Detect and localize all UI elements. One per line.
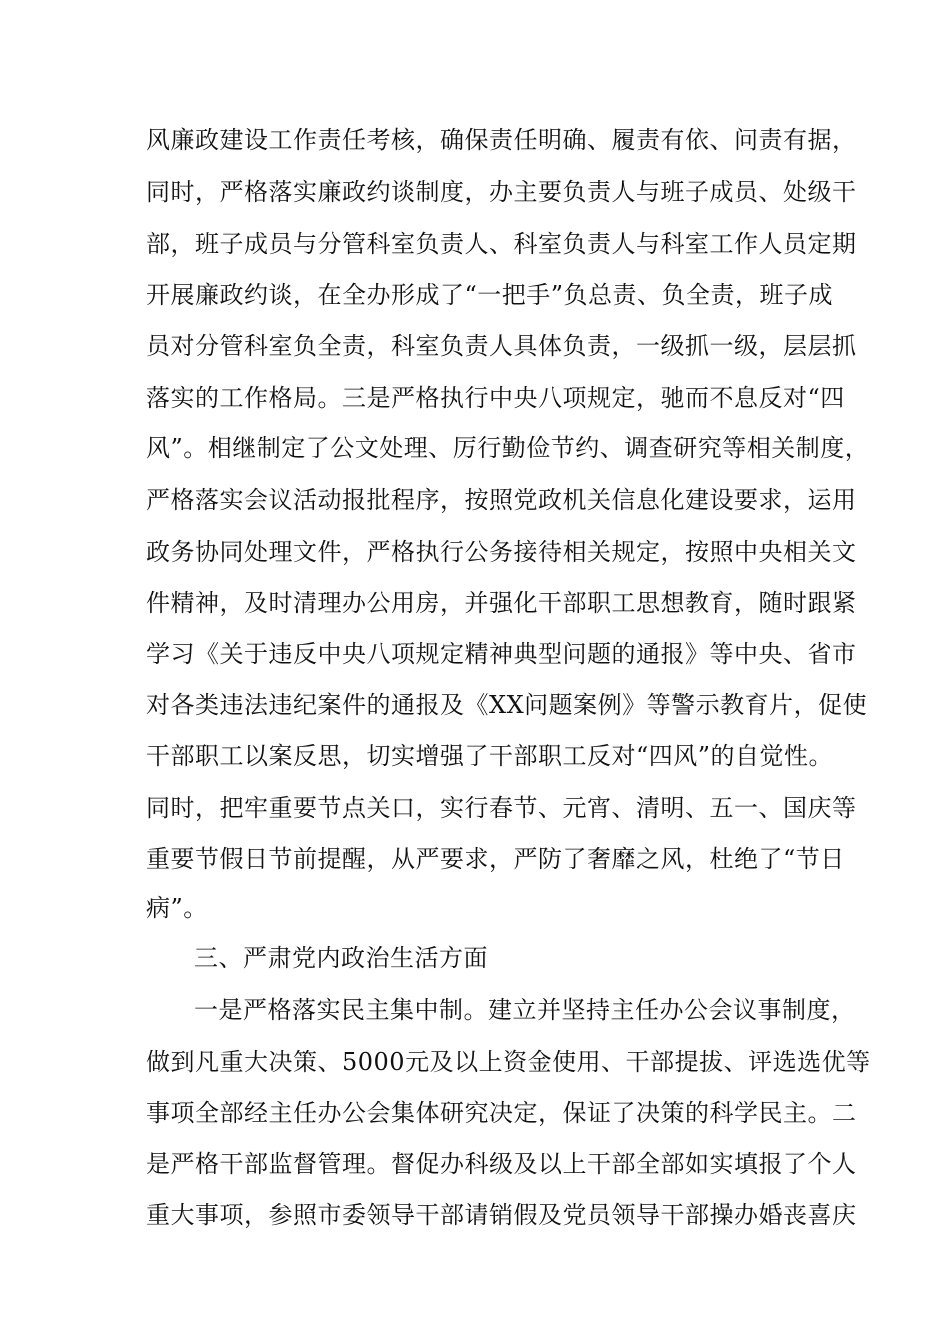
text-line-10: 件精神，及时清理办公用房，并强化干部职工思想教育，随时跟紧: [146, 589, 857, 617]
text-line-11: 学习《关于违反中央八项规定精神典型问题的通报》等中央、省市: [146, 640, 857, 668]
text-line-9: 政务协同处理文件，严格执行公务接待相关规定，按照中央相关文: [146, 538, 857, 566]
text-line-13: 干部职工以案反思，切实增强了干部职工反对“四风”的自觉性。: [146, 742, 834, 770]
section-heading: 三、严肃党内政治生活方面: [194, 944, 488, 972]
text-line-4: 开展廉政约谈，在全办形成了“一把手”负总责、负全责，班子成: [146, 281, 834, 309]
text-line-16: 病”。: [146, 894, 208, 922]
text-line-7: 风”。相继制定了公文处理、厉行勤俭节约、调查研究等相关制度，: [146, 434, 870, 462]
text-line-22: 重大事项，参照市委领导干部请销假及党员领导干部操办婚丧喜庆: [146, 1201, 857, 1229]
text-line-18: 一是严格落实民主集中制。建立并坚持主任办公会议事制度，: [194, 996, 856, 1024]
text-line-6: 落实的工作格局。三是严格执行中央八项规定，驰而不息反对“四: [146, 384, 845, 412]
text-line-14: 同时，把牢重要节点关口，实行春节、元宵、清明、五一、国庆等: [146, 794, 857, 822]
text-line-19: 做到凡重大决策、5000元及以上资金使用、干部提拔、评选选优等: [146, 1048, 871, 1076]
text-line-21: 是严格干部监督管理。督促办科级及以上干部全部如实填报了个人: [146, 1150, 857, 1178]
text-line-5: 员对分管科室负全责，科室负责人具体负责，一级抓一级，层层抓: [146, 332, 857, 360]
text-line-12: 对各类违法违纪案件的通报及《XX问题案例》等警示教育片，促使: [146, 691, 868, 719]
text-line-20: 事项全部经主任办公会集体研究决定，保证了决策的科学民主。二: [146, 1099, 857, 1127]
text-line-8: 严格落实会议活动报批程序，按照党政机关信息化建设要求，运用: [146, 486, 857, 514]
text-line-3: 部，班子成员与分管科室负责人、科室负责人与科室工作人员定期: [146, 230, 857, 258]
text-line-1: 风廉政建设工作责任考核，确保责任明确、履责有依、问责有据，: [146, 126, 857, 154]
text-line-15: 重要节假日节前提醒，从严要求，严防了奢靡之风，杜绝了“节日: [146, 845, 845, 873]
text-line-2: 同时，严格落实廉政约谈制度，办主要负责人与班子成员、处级干: [146, 178, 857, 206]
